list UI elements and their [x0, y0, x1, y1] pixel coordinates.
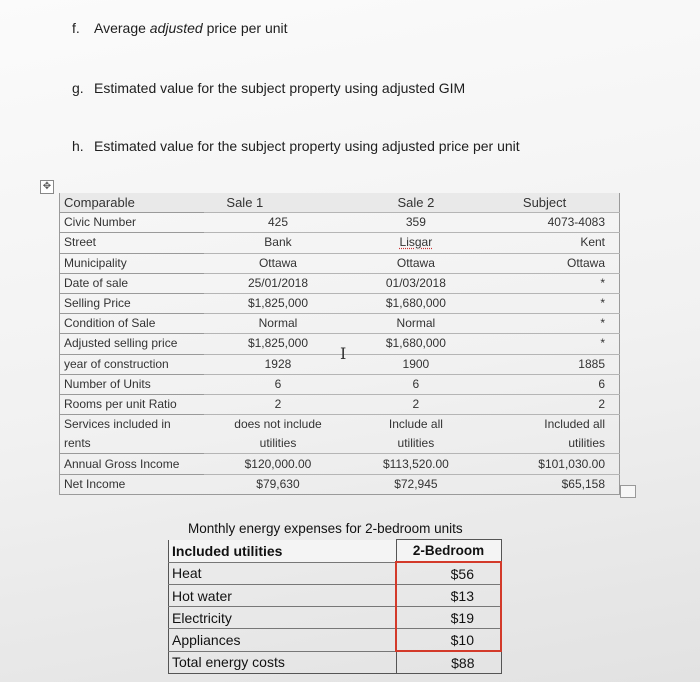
energy-row: [169, 607, 502, 629]
table-cell: Kent: [480, 233, 619, 253]
table-cell: Ottawa: [204, 253, 351, 273]
table-row: [60, 434, 620, 454]
table-cell: $72,945: [352, 474, 481, 494]
table-cell: $65,158: [480, 474, 619, 494]
table-cell: 1885: [480, 354, 619, 374]
table-header-row: [60, 193, 620, 213]
table-cell: *: [480, 314, 619, 334]
header-cell: Sale 2: [352, 193, 481, 213]
table-cell: 6: [352, 374, 481, 394]
table-cell: 2: [204, 394, 351, 414]
table-cell: 01/03/2018: [352, 273, 481, 293]
table-cell: 4073-4083: [480, 213, 619, 233]
energy-expenses-table: [168, 539, 502, 674]
table-row: [60, 454, 620, 474]
table-cell: $101,030.00: [480, 454, 619, 474]
table-row: [60, 253, 620, 273]
row-label: rents: [60, 434, 205, 454]
table-cell: 2: [480, 394, 619, 414]
row-label: Street: [60, 233, 205, 253]
table-row: [60, 233, 620, 253]
utility-label: Heat: [169, 562, 397, 585]
table-cell: 6: [480, 374, 619, 394]
question-letter: f.: [72, 20, 80, 36]
header-cell: 2-Bedroom: [396, 540, 501, 563]
header-cell: Comparable: [60, 193, 205, 213]
table-cell: 25/01/2018: [204, 273, 351, 293]
row-label: Annual Gross Income: [60, 454, 205, 474]
energy-total-row: [169, 651, 502, 674]
utility-cost: $19: [396, 607, 501, 629]
question-g: [72, 80, 465, 96]
table-cell: utilities: [352, 434, 481, 454]
table-cell: 425: [204, 213, 351, 233]
table-cell: *: [480, 334, 619, 354]
question-text-end: price per unit: [202, 20, 288, 36]
row-label: Net Income: [60, 474, 205, 494]
table-cell: $113,520.00: [352, 454, 481, 474]
table-cell: *: [480, 293, 619, 313]
header-cell: Included utilities: [169, 540, 397, 563]
table-cell: Lisgar: [352, 233, 481, 253]
table-cell: utilities: [204, 434, 351, 454]
row-label: Adjusted selling price: [60, 334, 205, 354]
utility-label: Electricity: [169, 607, 397, 629]
row-label: Municipality: [60, 253, 205, 273]
question-letter: g.: [72, 80, 84, 96]
header-cell: Sale 1: [204, 193, 351, 213]
question-h: [72, 138, 520, 154]
table-cell: does not include: [234, 417, 322, 432]
table-cell: Include all: [388, 417, 443, 432]
table-cell: Ottawa: [352, 253, 481, 273]
table-row: [60, 394, 620, 414]
table-cell: 6: [204, 374, 351, 394]
table-row: [60, 415, 620, 435]
table-row: [60, 314, 620, 334]
table-cell: Normal: [352, 314, 481, 334]
utility-cost: $56: [396, 562, 501, 585]
table-cell: Included all: [480, 415, 619, 435]
table-cell: $1,825,000: [204, 334, 351, 354]
question-text: Average: [94, 20, 150, 36]
table-cell: $1,680,000: [352, 334, 481, 354]
table-cell: Ottawa: [480, 253, 619, 273]
table-row: [60, 474, 620, 494]
utility-cost: $13: [396, 585, 501, 607]
question-f: [72, 20, 288, 36]
table-cell: $79,630: [204, 474, 351, 494]
table-cell: Bank: [204, 233, 351, 253]
text-cursor-icon: I: [340, 344, 347, 363]
utility-cost: $10: [396, 629, 501, 652]
total-cost: $88: [396, 651, 501, 674]
question-text: Estimated value for the subject property using adjusted price per unit: [94, 138, 520, 154]
row-label: Condition of Sale: [60, 314, 205, 334]
table-row: [60, 374, 620, 394]
question-letter: h.: [72, 138, 84, 154]
table-cell: 1928: [204, 354, 351, 374]
question-text: Estimated value for the subject property using adjusted GIM: [94, 80, 466, 96]
header-cell: Subject: [480, 193, 619, 213]
table-cell: $1,825,000: [204, 293, 351, 313]
row-label: Number of Units: [60, 374, 205, 394]
row-label: Date of sale: [60, 273, 205, 293]
table-cell: 1900: [352, 354, 481, 374]
table-cell: *: [480, 273, 619, 293]
question-emphasis: adjusted: [149, 20, 203, 36]
table-row: [60, 213, 620, 233]
table-cell: Normal: [204, 314, 351, 334]
energy-row: [169, 585, 502, 607]
row-label: Services included in: [60, 415, 205, 435]
table-cell: 2: [352, 394, 481, 414]
table-resize-handle[interactable]: [620, 485, 636, 498]
utility-label: Hot water: [169, 585, 397, 607]
row-label: Civic Number: [60, 213, 205, 233]
row-label: Rooms per unit Ratio: [60, 394, 205, 414]
energy-row: [169, 629, 502, 652]
row-label: year of construction: [60, 354, 205, 374]
table-move-handle-icon[interactable]: ✥: [40, 180, 54, 194]
energy-row: [169, 562, 502, 585]
table-row: [60, 293, 620, 313]
table-cell: $1,680,000: [352, 293, 481, 313]
table-row: [60, 273, 620, 293]
table-cell: utilities: [480, 434, 619, 454]
energy-table-title: Monthly energy expenses for 2-bedroom units: [188, 521, 463, 536]
energy-header-row: [169, 540, 502, 563]
utility-label: Appliances: [169, 629, 397, 652]
total-label: Total energy costs: [169, 651, 397, 674]
row-label: Selling Price: [60, 293, 205, 313]
table-cell: 359: [352, 213, 481, 233]
table-cell: $120,000.00: [204, 454, 351, 474]
